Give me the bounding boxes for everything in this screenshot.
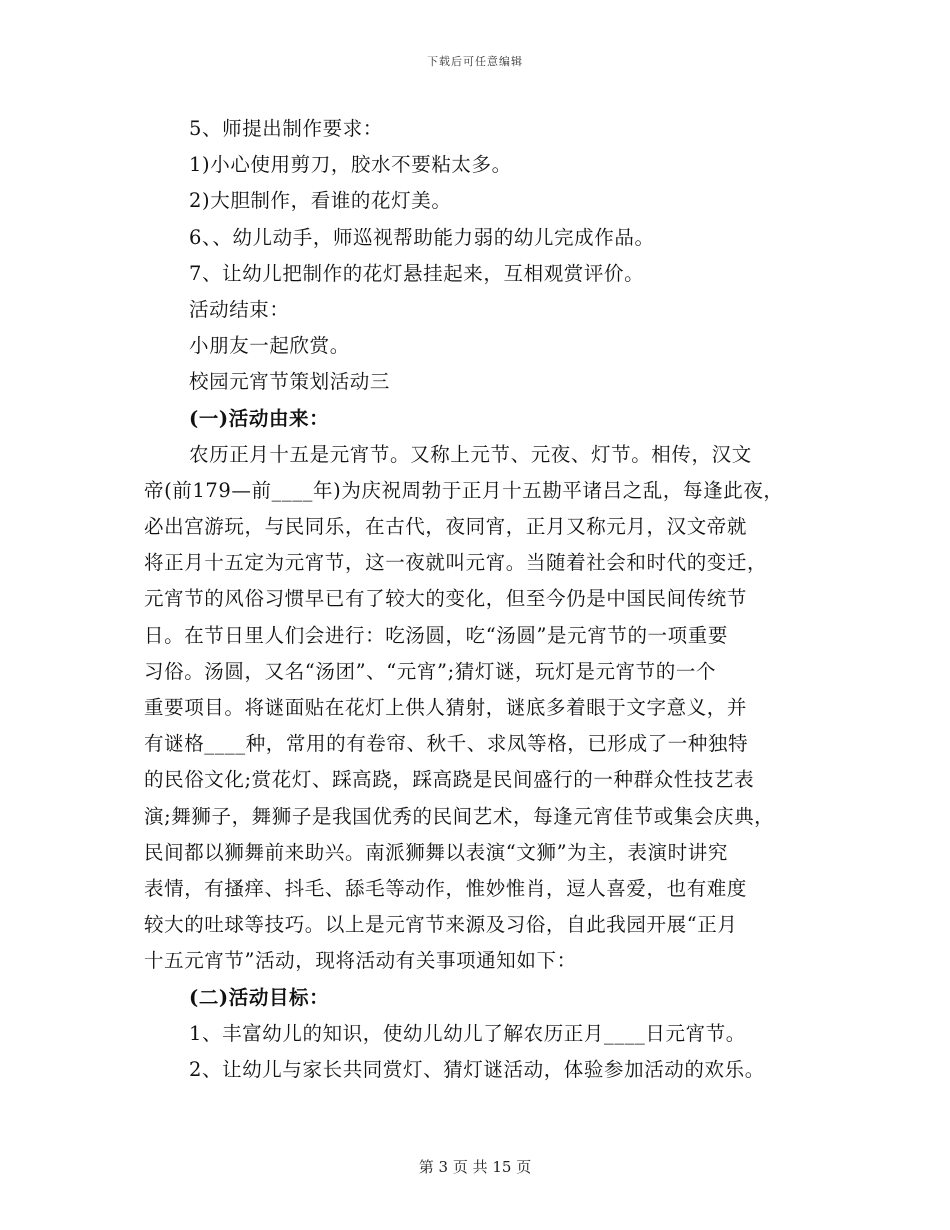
- header-note: 下载后可任意编辑: [427, 55, 523, 68]
- goal-1-line: 1、丰富幼儿的知识，使幼儿幼儿了解农历正月____日元宵节。: [189, 1021, 746, 1045]
- paragraph-line: 帝(前179—前____年)为庆祝周勃于正月十五勘平诸吕之乱，每逢此夜，: [144, 478, 784, 502]
- paragraph-line: 必出宫游玩，与民同乐，在古代，夜同宵，正月又称元月，汉文帝就: [144, 515, 748, 539]
- origin-heading: (一)活动由来：: [189, 406, 330, 430]
- paragraph-line: 有谜格____种，常用的有卷帘、秋千、求凤等格，已形成了一种独特: [144, 732, 749, 756]
- paragraph-line: 习俗。汤圆，又名“汤团”、“元宵”;猜灯谜，玩灯是元宵节的一个: [144, 659, 717, 683]
- goals-heading: (二)活动目标：: [189, 985, 330, 1009]
- paragraph-line: 民间都以狮舞前来助兴。南派狮舞以表演“文狮”为主，表演时讲究: [144, 840, 728, 864]
- document-body: [144, 111, 814, 1088]
- requirement-2-line: 2)大胆制作，看谁的花灯美。: [189, 189, 452, 213]
- paragraph-line: 将正月十五定为元宵节，这一夜就叫元宵。当随着社会和时代的变迁，: [144, 551, 768, 575]
- paragraph-line: 十五元宵节”活动，现将活动有关事项通知如下：: [144, 949, 577, 973]
- step-6-line: 6、、幼儿动手，师巡视帮助能力弱的幼儿完成作品。: [189, 225, 655, 249]
- activity-end-text: 小朋友一起欣赏。: [189, 334, 350, 358]
- paragraph-line: 元宵节的风俗习惯早已有了较大的变化，但至今仍是中国民间传统节: [144, 587, 748, 611]
- requirement-1-line: 1)小心使用剪刀，胶水不要粘太多。: [189, 153, 512, 177]
- page-number: 第 3 页 共 15 页: [418, 1158, 532, 1176]
- paragraph-line: 表情，有搔痒、抖毛、舔毛等动作，惟妙惟肖，逗人喜爱，也有难度: [144, 876, 748, 900]
- paragraph-line: 较大的吐球等技巧。以上是元宵节来源及习俗，自此我园开展“正月: [144, 913, 738, 937]
- section-title: 校园元宵节策划活动三: [189, 370, 391, 394]
- paragraph-line: 日。在节日里人们会进行：吃汤圆，吃“汤圆”是元宵节的一项重要: [144, 623, 728, 647]
- activity-end-heading: 活动结束：: [189, 297, 290, 321]
- step-5-line: 5、师提出制作要求：: [189, 117, 383, 140]
- paragraph-line: 农历正月十五是元宵节。又称上元节、元夜、灯节。相传，汉文: [189, 442, 752, 466]
- paragraph-line: 的民俗文化;赏花灯、踩高跷，踩高跷是民间盛行的一种群众性技艺表: [144, 768, 755, 792]
- paragraph-line: 重要项目。将谜面贴在花灯上供人猜射，谜底多着眼于文字意义，并: [144, 696, 748, 719]
- step-7-line: 7、让幼儿把制作的花灯悬挂起来，互相观赏评价。: [189, 261, 645, 285]
- goal-2-line: 2、让幼儿与家长共同赏灯、猜灯谜活动，体验参加活动的欢乐。: [189, 1057, 765, 1081]
- paragraph-line: 演;舞狮子，舞狮子是我国优秀的民间艺术，每逢元宵佳节或集会庆典，: [144, 804, 775, 828]
